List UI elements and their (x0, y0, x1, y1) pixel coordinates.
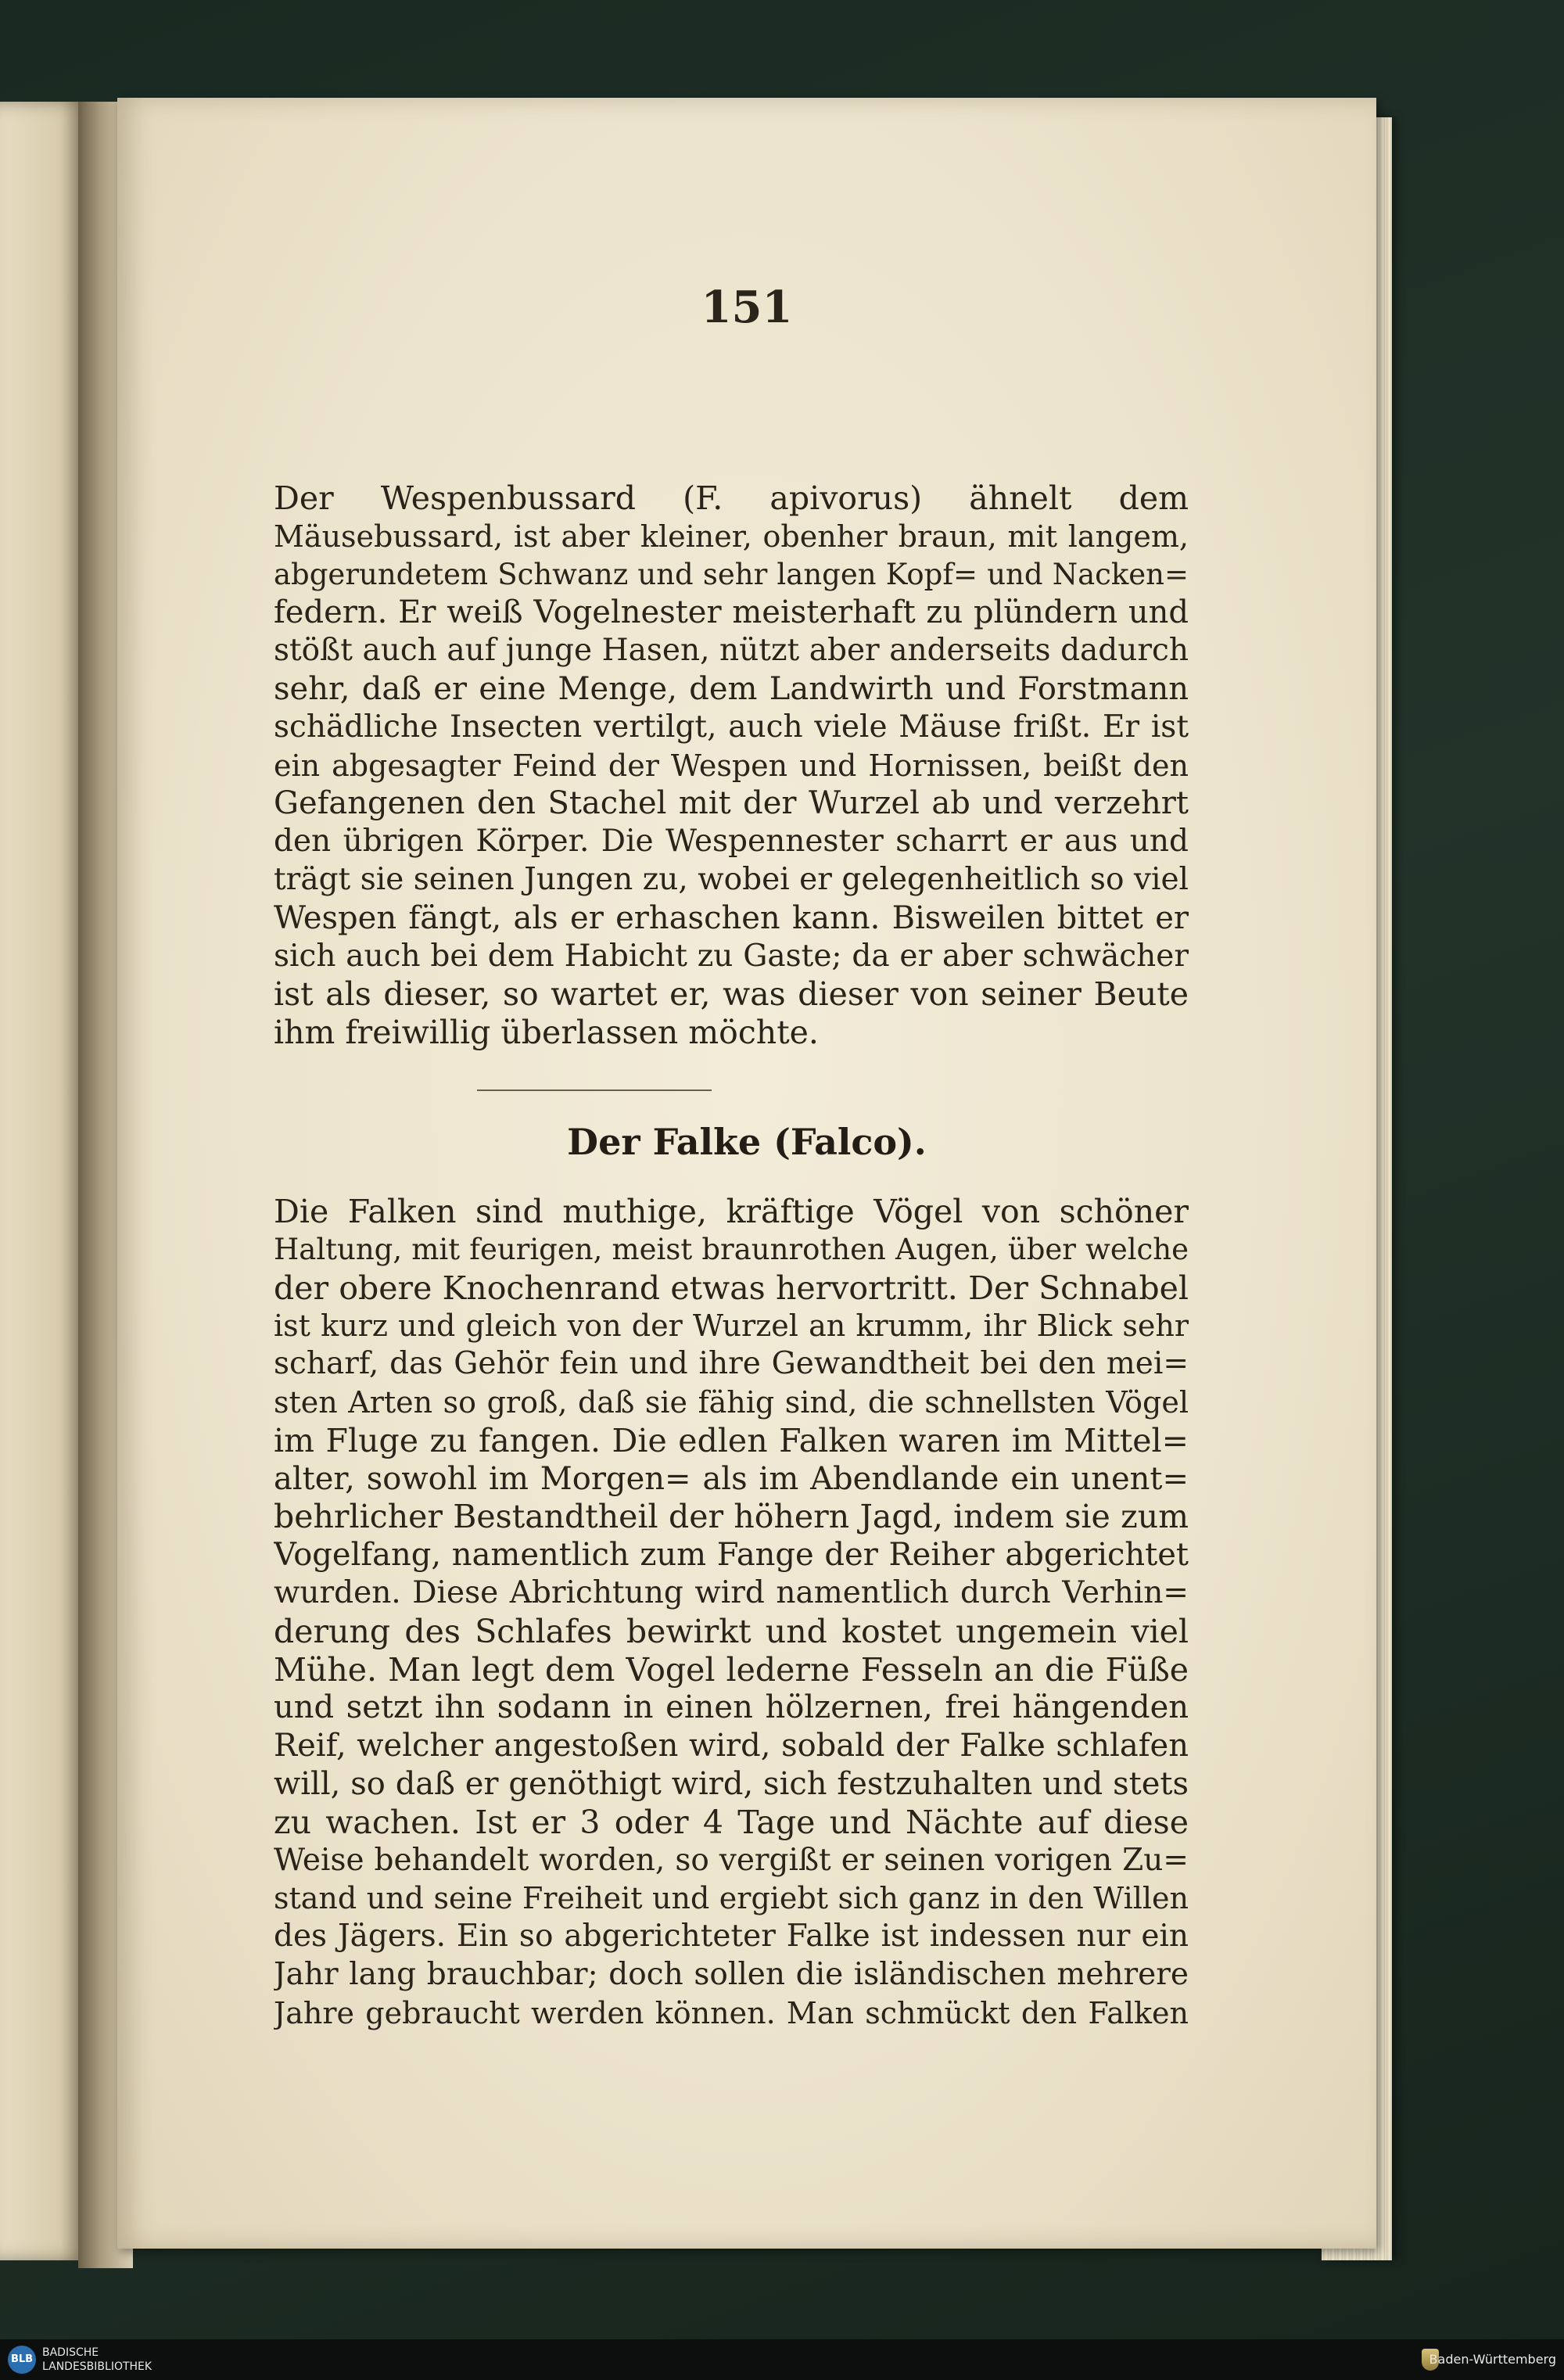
text-line: ist als dieser, so wartet er, was dieser von seiner Beute (274, 975, 1189, 1014)
text-line: Die Falken sind muthige, kräftige Vögel von schöner (274, 1193, 1189, 1230)
text-line: Jahre gebraucht werden können. Man schmückt den Falken (274, 1995, 1189, 2030)
text-line: ein abgesagter Feind der Wespen und Hornissen, beißt den (274, 748, 1189, 783)
text-line: stand und seine Freiheit und ergiebt sich ganz in den Willen (274, 1881, 1189, 1916)
text-line: stößt auch auf junge Hasen, nützt aber anderseits dadurch (274, 633, 1189, 669)
text-line: trägt sie seinen Jungen zu, wobei er gelegenheitlich so viel (274, 861, 1189, 897)
text-line: sich auch bei dem Habicht zu Gaste; da er aber schwächer (274, 938, 1189, 974)
text-line: Mühe. Man legt dem Vogel lederne Fesseln an die Füße (274, 1650, 1189, 1689)
text-line: Vogelfang, namentlich zum Fange der Reiher abgerichtet (274, 1537, 1189, 1574)
text-line: Gefangenen den Stachel mit der Wurzel ab und verzehrt (274, 785, 1189, 822)
page-number: 151 (701, 282, 793, 333)
text-line: sehr, daß er eine Menge, dem Landwirth und Forstmann (274, 670, 1189, 707)
text-line: den übrigen Körper. Die Wespennester scharrt er aus und (274, 824, 1189, 860)
text-line: Haltung, mit feurigen, meist braunrothen Augen, über welche (274, 1232, 1189, 1266)
text-line: Jahr lang brauchbar; doch sollen die isländischen mehrere (274, 1956, 1189, 1992)
left-page-edge (0, 102, 86, 2260)
text-line: Wespen fängt, als er erhaschen kann. Bisweilen bittet er (274, 899, 1189, 936)
paragraph-falke (274, 1193, 1189, 2033)
text-line: Weise behandelt worden, so vergißt er seinen vorigen Zu= (274, 1842, 1189, 1878)
text-line: derung des Schlafes bewirkt und kostet ungemein viel (274, 1612, 1189, 1650)
library-name-line2: LANDESBIBLIOTHEK (42, 2360, 152, 2373)
text-line: zu wachen. Ist er 3 oder 4 Tage und Nächte auf diese (274, 1803, 1189, 1841)
text-line: scharf, das Gehör fein und ihre Gewandtheit bei den mei= (274, 1346, 1189, 1382)
text-line: Reif, welcher angestoßen wird, sobald der Falke schlafen (274, 1728, 1189, 1764)
text-line: wurden. Diese Abrichtung wird namentlich durch Verhin= (274, 1574, 1189, 1610)
library-name-line1: BADISCHE (42, 2346, 99, 2359)
text-line: behrlicher Bestandtheil der höhern Jagd, indem sie zum (274, 1498, 1189, 1536)
section-divider (477, 1089, 712, 1091)
text-line: Der Wespenbussard (F. apivorus) ähnelt dem (274, 479, 1189, 517)
library-name[interactable] (42, 2346, 152, 2374)
text-line: Mäusebussard, ist aber kleiner, obenher braun, mit langem, (274, 519, 1189, 554)
paragraph-wespenbussard (274, 479, 1189, 1052)
text-line: ihm freiwillig überlassen möchte. (274, 1014, 819, 1052)
text-line: federn. Er weiß Vogelnester meisterhaft zu plündern und (274, 594, 1189, 631)
text-line: schädliche Insecten vertilgt, auch viele Mäuse frißt. Er ist (274, 709, 1189, 745)
text-line: des Jägers. Ein so abgerichteter Falke ist indessen nur ein (274, 1919, 1189, 1955)
blb-logo-icon[interactable]: BLB (8, 2346, 36, 2374)
text-line: ist kurz und gleich von der Wurzel an krumm, ihr Blick sehr (274, 1308, 1189, 1344)
text-line: und setzt ihn sodann in einen hölzernen, frei hängenden (274, 1689, 1189, 1726)
state-name[interactable]: Baden-Württemberg (1429, 2352, 1556, 2367)
text-line: der obere Knochenrand etwas hervortritt. Der Schnabel (274, 1269, 1189, 1307)
text-line: im Fluge zu fangen. Die edlen Falken waren im Mittel= (274, 1421, 1189, 1459)
book-page (117, 98, 1376, 2249)
viewer-footer (0, 2339, 1564, 2380)
text-line: will, so daß er genöthigt wird, sich festzuhalten und stets (274, 1765, 1189, 1802)
text-line: alter, sowohl im Morgen= als im Abendlande ein unent= (274, 1460, 1189, 1497)
section-heading: Der Falke (Falco). (567, 1121, 927, 1163)
text-line: sten Arten so groß, daß sie fähig sind, die schnellsten Vögel (274, 1384, 1189, 1420)
text-line: abgerundetem Schwanz und sehr langen Kopf= und Nacken= (274, 557, 1189, 591)
